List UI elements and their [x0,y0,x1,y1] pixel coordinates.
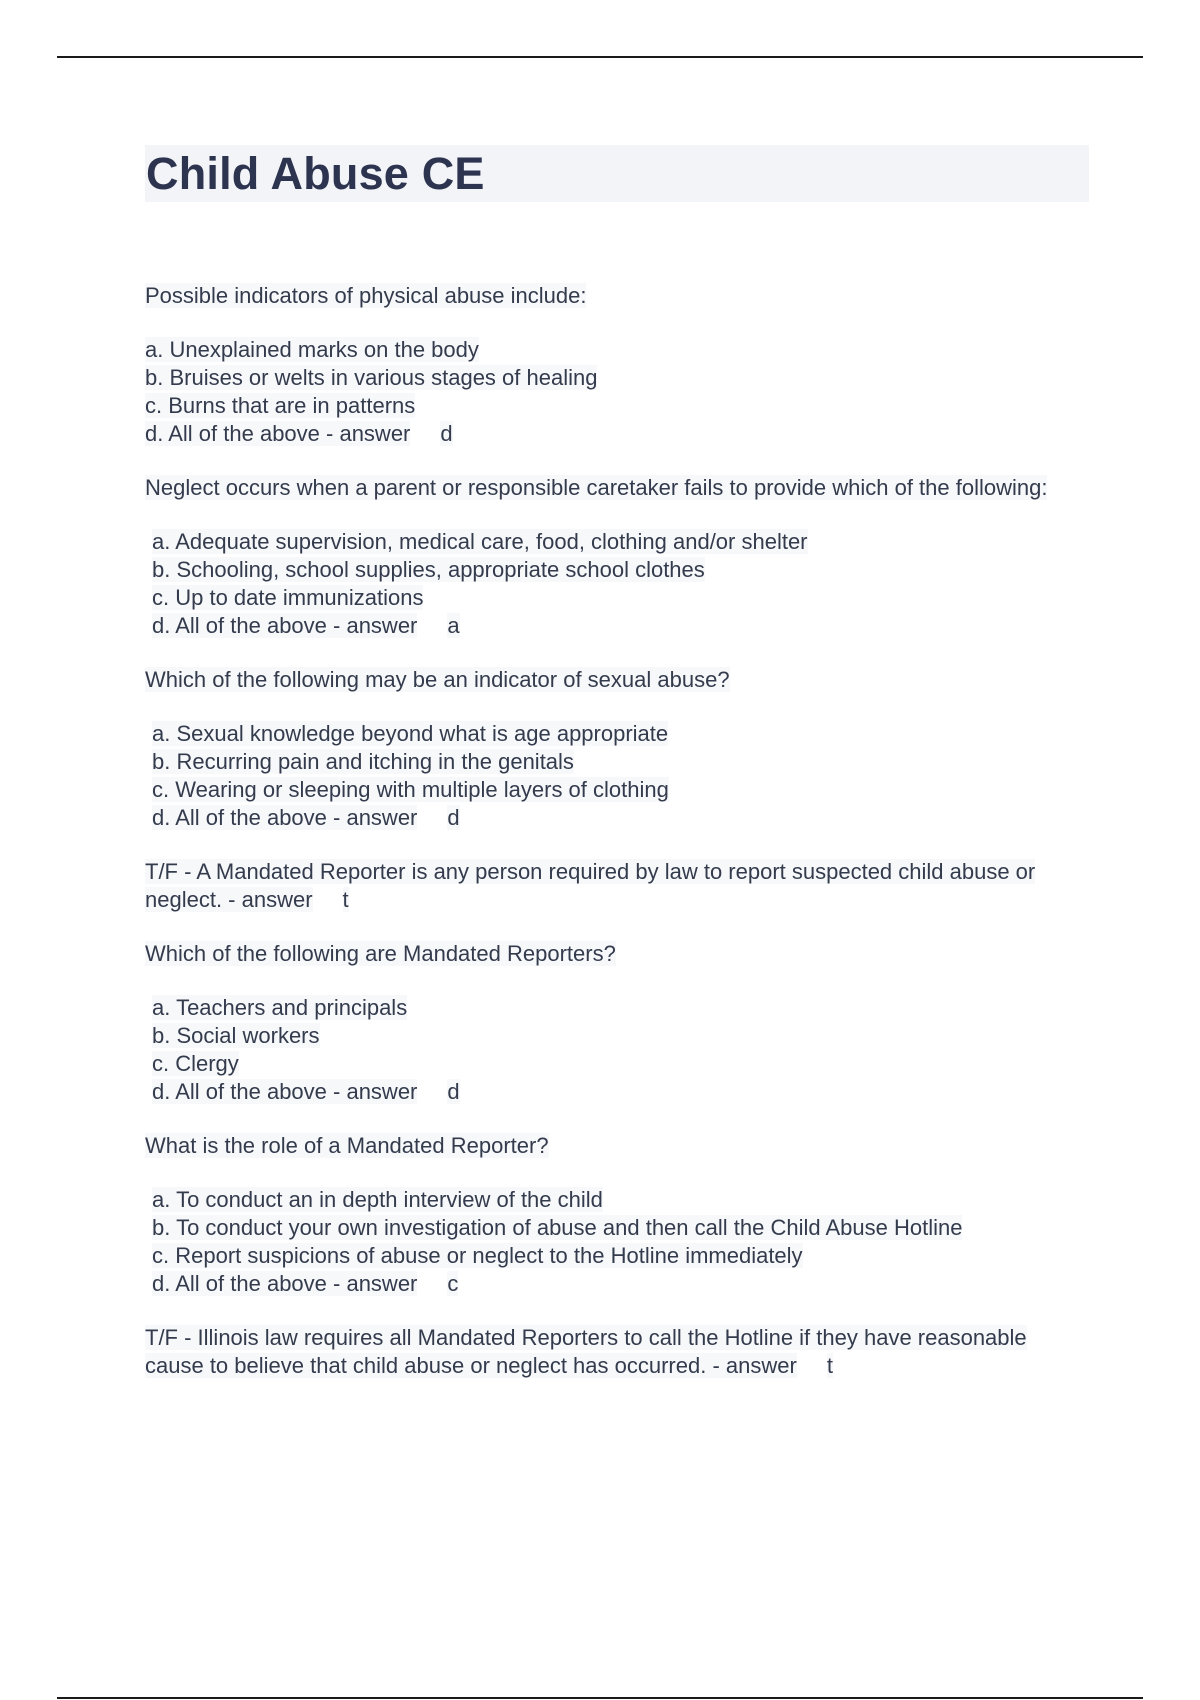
question-list [145,282,1065,1406]
answer-value: t [826,1353,833,1378]
option-a: a. Adequate supervision, medical care, food, clothing and/or shelter [152,529,808,554]
option-list [145,1186,1065,1298]
question-prompt: Possible indicators of physical abuse include: [145,283,587,308]
option-a: a. Sexual knowledge beyond what is age appropriate [152,721,669,746]
option-a: a. Teachers and principals [152,995,408,1020]
option-b: b. Recurring pain and itching in the genitals [152,749,574,774]
question-prompt: Neglect occurs when a parent or responsible caretaker fails to provide which of the following: [145,475,1048,500]
top-rule [57,56,1143,58]
option-d: d. All of the above - answer [152,1079,418,1104]
question-1 [145,282,1065,448]
answer-value: a [447,613,460,638]
option-c: c. Up to date immunizations [152,585,424,610]
option-a: a. To conduct an in depth interview of the child [152,1187,603,1212]
option-d: d. All of the above - answer [152,1271,418,1296]
option-c: c. Report suspicions of abuse or neglect to the Hotline immediately [152,1243,803,1268]
question-3 [145,666,1065,832]
answer-value: t [342,887,349,912]
answer-value: d [447,1079,460,1104]
answer-value: c [447,1271,459,1296]
page-title: Child Abuse CE [146,148,485,199]
question-prompt: T/F - A Mandated Reporter is any person required by law to report suspected child abuse or neglect. - answer [145,859,1036,912]
question-prompt: What is the role of a Mandated Reporter? [145,1133,549,1158]
option-a: a. Unexplained marks on the body [145,337,479,362]
option-d: d. All of the above - answer [152,613,418,638]
option-c: c. Clergy [152,1051,239,1076]
question-2 [145,474,1065,640]
option-b: b. Schooling, school supplies, appropriate school clothes [152,557,705,582]
option-b: b. Social workers [152,1023,320,1048]
answer-value: d [440,421,453,446]
option-list [145,336,1065,448]
option-list [145,994,1065,1106]
question-6 [145,1132,1065,1298]
question-4 [145,858,1065,914]
question-prompt: T/F - Illinois law requires all Mandated Reporters to call the Hotline if they have reasonable cause to believe that child abuse or neglect has occurred. - answer [145,1325,1027,1378]
option-b: b. To conduct your own investigation of abuse and then call the Child Abuse Hotline [152,1215,963,1240]
bottom-rule [57,1697,1143,1699]
answer-value: d [447,805,460,830]
option-c: c. Burns that are in patterns [145,393,416,418]
option-list [145,528,1065,640]
question-7 [145,1324,1065,1380]
option-b: b. Bruises or welts in various stages of healing [145,365,598,390]
question-prompt: Which of the following may be an indicator of sexual abuse? [145,667,730,692]
option-d: d. All of the above - answer [152,805,418,830]
option-c: c. Wearing or sleeping with multiple layers of clothing [152,777,669,802]
question-5 [145,940,1065,1106]
option-list [145,720,1065,832]
question-prompt: Which of the following are Mandated Reporters? [145,941,616,966]
option-d: d. All of the above - answer [145,421,411,446]
